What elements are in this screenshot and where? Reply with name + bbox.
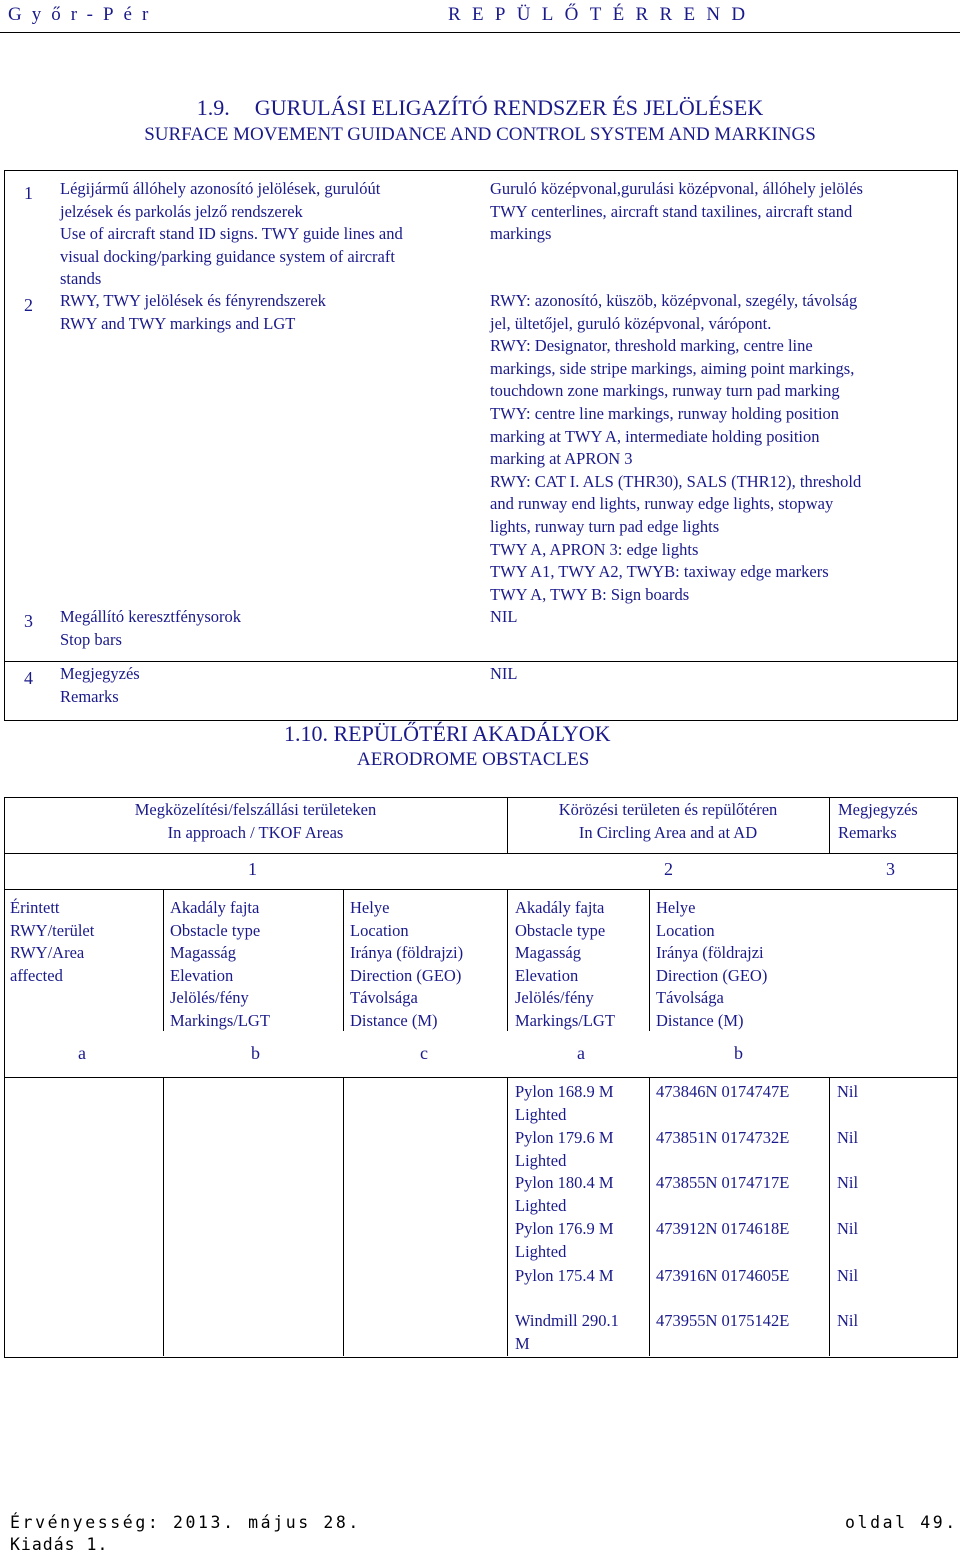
row-value-line: TWY A, TWY B: Sign boards: [490, 584, 690, 604]
section-title-hu: GURULÁSI ELIGAZÍTÓ RENDSZER ÉS JELÖLÉSEK: [254, 95, 764, 120]
col-divider: [649, 889, 650, 1031]
row-value-line: markings, side stripe markings, aiming point markings,: [490, 358, 855, 378]
row-value: [490, 178, 863, 246]
row-value-line: RWY: Designator, threshold marking, centre line: [490, 336, 813, 356]
table-header-divider: [4, 853, 957, 854]
col-divider: [163, 889, 164, 1031]
column-number: 3: [886, 859, 895, 879]
subheader-line: Distance (M): [656, 1010, 744, 1030]
row-value-line: Guruló középvonal,gurulási középvonal, állóhely jelölés: [490, 179, 863, 198]
subheader-line: Markings/LGT: [170, 1010, 270, 1030]
section-1-10-title: [284, 721, 611, 747]
col-divider: [829, 1077, 830, 1356]
header-circling: [507, 799, 829, 844]
table-letters-divider: [4, 1077, 957, 1078]
obstacle-remark: Nil: [837, 1219, 859, 1238]
row-value-line: lights, runway turn pad edge lights: [490, 516, 720, 536]
column-letter: a: [78, 1043, 86, 1063]
col-divider: [343, 889, 344, 1031]
row-value-line: TWY: centre line markings, runway holding position: [490, 403, 840, 423]
obstacle-location: 473955N 0175142E: [656, 1311, 790, 1330]
row-value-line: TWY A1, TWY A2, TWYB: taxiway edge markers: [490, 562, 829, 582]
header-line: In approach / TKOF Areas: [167, 822, 344, 842]
row-value-line: TWY centerlines, aircraft stand taxilines, aircraft stand: [490, 201, 853, 221]
obstacle-type-line: Pylon 168.9 M: [515, 1082, 614, 1101]
obstacle-type-line: Lighted: [515, 1104, 567, 1124]
row-label: [60, 606, 241, 651]
column-letter: b: [251, 1043, 260, 1063]
obstacle-type-line: Pylon 180.4 M: [515, 1173, 614, 1192]
header-remarks: [838, 799, 918, 844]
section-number: 1.9.: [196, 95, 230, 120]
row-value-line: touchdown zone markings, runway turn pad marking: [490, 381, 840, 401]
subheader-line: Magasság: [515, 943, 581, 963]
row-number: 3: [24, 611, 33, 631]
subheader-line: Elevation: [170, 965, 234, 985]
obstacle-location: 473916N 0174605E: [656, 1266, 790, 1285]
col-divider: [507, 1077, 508, 1356]
subheader-line: Obstacle type: [515, 920, 606, 940]
obstacle-remark: Nil: [837, 1128, 859, 1147]
subheader-line: Markings/LGT: [515, 1010, 615, 1030]
subheader-line: affected: [10, 965, 63, 985]
subheader-line: RWY/terület: [10, 920, 95, 940]
row-label-line: jelzések és parkolás jelző rendszerek: [60, 201, 303, 221]
row-label-line: RWY, TWY jelölések és fényrendszerek: [60, 291, 326, 310]
subheader-location-circling: [656, 897, 767, 1033]
subheader-line: Direction (GEO): [656, 965, 768, 985]
col-divider: [829, 797, 830, 854]
subheader-line: Távolsága: [350, 988, 418, 1008]
obstacle-type: [515, 1310, 619, 1355]
subheader-line: Direction (GEO): [350, 965, 462, 985]
obstacle-location: 473912N 0174618E: [656, 1219, 790, 1238]
row-label-line: stands: [60, 269, 102, 289]
row-label-line: Megállító keresztfénysorok: [60, 607, 241, 626]
row-label: [60, 178, 403, 291]
row-number: 2: [24, 295, 33, 315]
subheader-type: [170, 897, 270, 1033]
subheader-line: Távolsága: [656, 988, 724, 1008]
obstacle-type: [515, 1081, 614, 1126]
row-value: [490, 663, 518, 686]
subheader-line: Distance (M): [350, 1010, 438, 1030]
row-label-line: Stop bars: [60, 629, 122, 649]
subheader-line: Érintett: [10, 898, 60, 917]
row-value-line: marking at APRON 3: [490, 449, 633, 469]
row-label-line: Légijármű állóhely azonosító jelölések, gurulóút: [60, 179, 381, 198]
col-divider: [507, 889, 508, 1031]
obstacle-location: 473855N 0174717E: [656, 1173, 790, 1192]
page-number: oldal 49.: [845, 1513, 958, 1532]
row-label: [60, 663, 140, 708]
subheader-line: Jelölés/fény: [515, 988, 594, 1008]
obstacle-remark: Nil: [837, 1266, 859, 1285]
section-1-10-title-en: AERODROME OBSTACLES: [357, 749, 590, 770]
section-title-hu: REPÜLŐTÉRI AKADÁLYOK: [333, 721, 611, 746]
subheader-line: Location: [656, 920, 715, 940]
obstacle-type-line: Windmill 290.1: [515, 1311, 619, 1330]
row-label: [60, 290, 326, 335]
row-value: [490, 290, 861, 606]
row-number: 1: [24, 183, 33, 203]
obstacle-remark: Nil: [837, 1311, 859, 1330]
table-colnum-divider: [4, 889, 957, 890]
header-line: In Circling Area and at AD: [578, 822, 758, 842]
row-value-line: marking at TWY A, intermediate holding position: [490, 426, 820, 446]
subheader-line: Magasság: [170, 943, 236, 963]
row-divider: [4, 661, 957, 662]
section-1-9-title: [0, 95, 960, 121]
subheader-line: RWY/Area: [10, 943, 85, 963]
subheader-line: Elevation: [515, 965, 579, 985]
obstacle-type-line: Pylon 179.6 M: [515, 1128, 614, 1147]
column-number: 1: [248, 859, 257, 879]
subheader-line: Akadály fajta: [515, 898, 605, 917]
subheader-affected: [10, 897, 94, 987]
obstacle-type-line: Lighted: [515, 1150, 567, 1170]
subheader-line: Akadály fajta: [170, 898, 260, 917]
obstacle-type: [515, 1172, 614, 1217]
row-value-line: NIL: [490, 607, 518, 626]
subheader-type-circling: [515, 897, 615, 1033]
obstacle-type: [515, 1218, 614, 1263]
obstacle-type-line: Lighted: [515, 1241, 567, 1261]
subheader-location: [350, 897, 463, 1033]
obstacle-type-line: Lighted: [515, 1195, 567, 1215]
subheader-line: Obstacle type: [170, 920, 261, 940]
row-label-line: Megjegyzés: [60, 664, 140, 683]
col-divider: [343, 1077, 344, 1356]
section-1-9-title-en: SURFACE MOVEMENT GUIDANCE AND CONTROL SYSTEM AND MARKINGS: [144, 124, 816, 145]
header-line: Körözési területen és repülőtéren: [558, 800, 778, 819]
subheader-line: Iránya (földrajzi): [350, 943, 464, 963]
obstacle-type-line: Pylon 176.9 M: [515, 1219, 614, 1238]
obstacle-type-line: Pylon 175.4 M: [515, 1266, 614, 1285]
row-label-line: RWY and TWY markings and LGT: [60, 313, 296, 333]
col-divider: [163, 1077, 164, 1356]
row-value-line: NIL: [490, 664, 518, 683]
obstacle-remark: Nil: [837, 1173, 859, 1192]
header-line: Megjegyzés: [838, 800, 918, 819]
column-letter: b: [734, 1043, 743, 1063]
obstacle-location: 473846N 0174747E: [656, 1082, 790, 1101]
header-line: Megközelítési/felszállási területeken: [134, 800, 377, 819]
validity-date: Érvényesség: 2013. május 28.: [10, 1513, 361, 1532]
subheader-line: Iránya (földrajzi: [656, 943, 764, 963]
document-title-header: REPÜLŐTÉRREND: [448, 4, 757, 25]
airport-name-header: Győr-Pér: [8, 4, 159, 25]
row-value: [490, 606, 518, 629]
subheader-line: Helye: [350, 898, 390, 917]
row-value-line: TWY A, APRON 3: edge lights: [490, 539, 699, 559]
row-value-line: RWY: azonosító, küszöb, középvonal, szegély, távolság: [490, 291, 858, 310]
subheader-line: Helye: [656, 898, 696, 917]
row-value-line: RWY: CAT I. ALS (THR30), SALS (THR12), threshold: [490, 471, 862, 491]
subheader-line: Location: [350, 920, 409, 940]
header-rule: [0, 32, 960, 33]
row-label-line: Use of aircraft stand ID signs. TWY guide lines and: [60, 224, 403, 244]
row-number: 4: [24, 668, 33, 688]
obstacle-type-line: M: [515, 1333, 530, 1353]
column-letter: c: [420, 1043, 428, 1063]
column-letter: a: [577, 1043, 585, 1063]
row-label-line: visual docking/parking guidance system of aircraft: [60, 246, 395, 266]
col-divider: [649, 1077, 650, 1356]
header-line: Remarks: [838, 822, 897, 842]
row-value-line: and runway end lights, runway edge lights, stopway: [490, 494, 834, 514]
column-number: 2: [664, 859, 673, 879]
obstacle-location: 473851N 0174732E: [656, 1128, 790, 1147]
obstacle-remark: Nil: [837, 1082, 859, 1101]
section-number: 1.10.: [284, 721, 328, 746]
obstacle-type: [515, 1265, 614, 1288]
row-value-line: markings: [490, 224, 552, 244]
edition: Kiadás 1.: [10, 1535, 109, 1554]
header-approach: [4, 799, 507, 844]
obstacle-type: [515, 1127, 614, 1172]
subheader-line: Jelölés/fény: [170, 988, 249, 1008]
row-label-line: Remarks: [60, 686, 119, 706]
row-value-line: jel, ültetőjel, guruló középvonal, várópont.: [490, 313, 772, 333]
